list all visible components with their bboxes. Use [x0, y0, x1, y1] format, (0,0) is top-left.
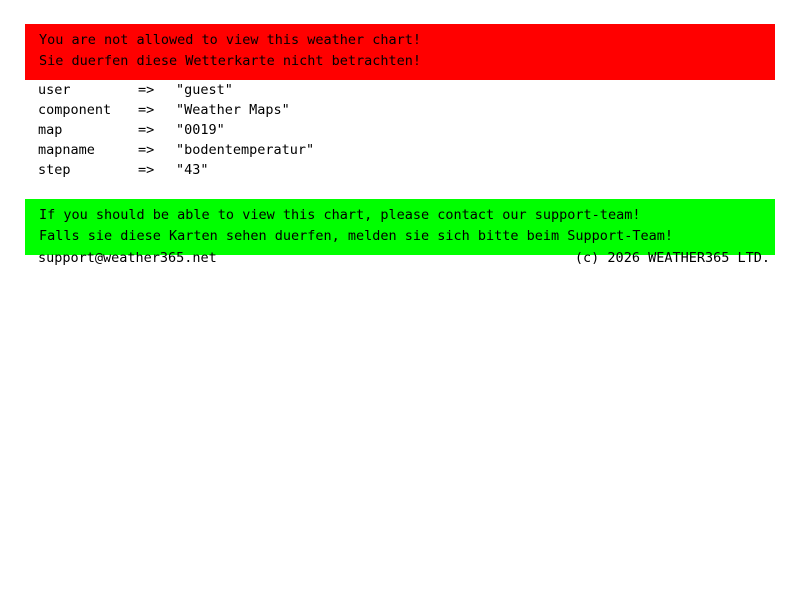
parameter-table — [38, 80, 314, 180]
table-row — [38, 120, 314, 140]
param-key: step — [38, 162, 71, 178]
param-value: "bodentemperatur" — [176, 142, 315, 158]
param-arrow: => — [138, 162, 155, 178]
error-banner-line-de: Sie duerfen diese Wetterkarte nicht betrachten! — [39, 53, 422, 69]
error-banner-line-en: You are not allowed to view this weather chart! — [39, 32, 422, 48]
param-arrow: => — [138, 102, 155, 118]
info-banner-line-en: If you should be able to view this chart, please contact our support-team! — [39, 207, 641, 223]
footer — [38, 250, 770, 266]
table-row — [38, 160, 314, 180]
copyright-text: (c) 2026 WEATHER365 LTD. — [574, 250, 770, 266]
param-value: "0019" — [176, 122, 225, 138]
param-arrow: => — [138, 122, 155, 138]
support-email-link[interactable]: support@weather365.net — [38, 250, 217, 266]
info-banner — [25, 199, 775, 255]
table-row — [38, 80, 314, 100]
param-key: component — [38, 102, 112, 118]
param-key: mapname — [38, 142, 95, 158]
param-value: "43" — [176, 162, 209, 178]
info-banner-line-de: Falls sie diese Karten sehen duerfen, melden sie sich bitte beim Support-Team! — [39, 228, 673, 244]
param-value: "guest" — [176, 82, 233, 98]
param-arrow: => — [138, 82, 155, 98]
param-value: "Weather Maps" — [176, 102, 290, 118]
table-row — [38, 140, 314, 160]
error-banner — [25, 24, 775, 80]
table-row — [38, 100, 314, 120]
param-key: user — [38, 82, 71, 98]
param-arrow: => — [138, 142, 155, 158]
param-key: map — [38, 122, 63, 138]
